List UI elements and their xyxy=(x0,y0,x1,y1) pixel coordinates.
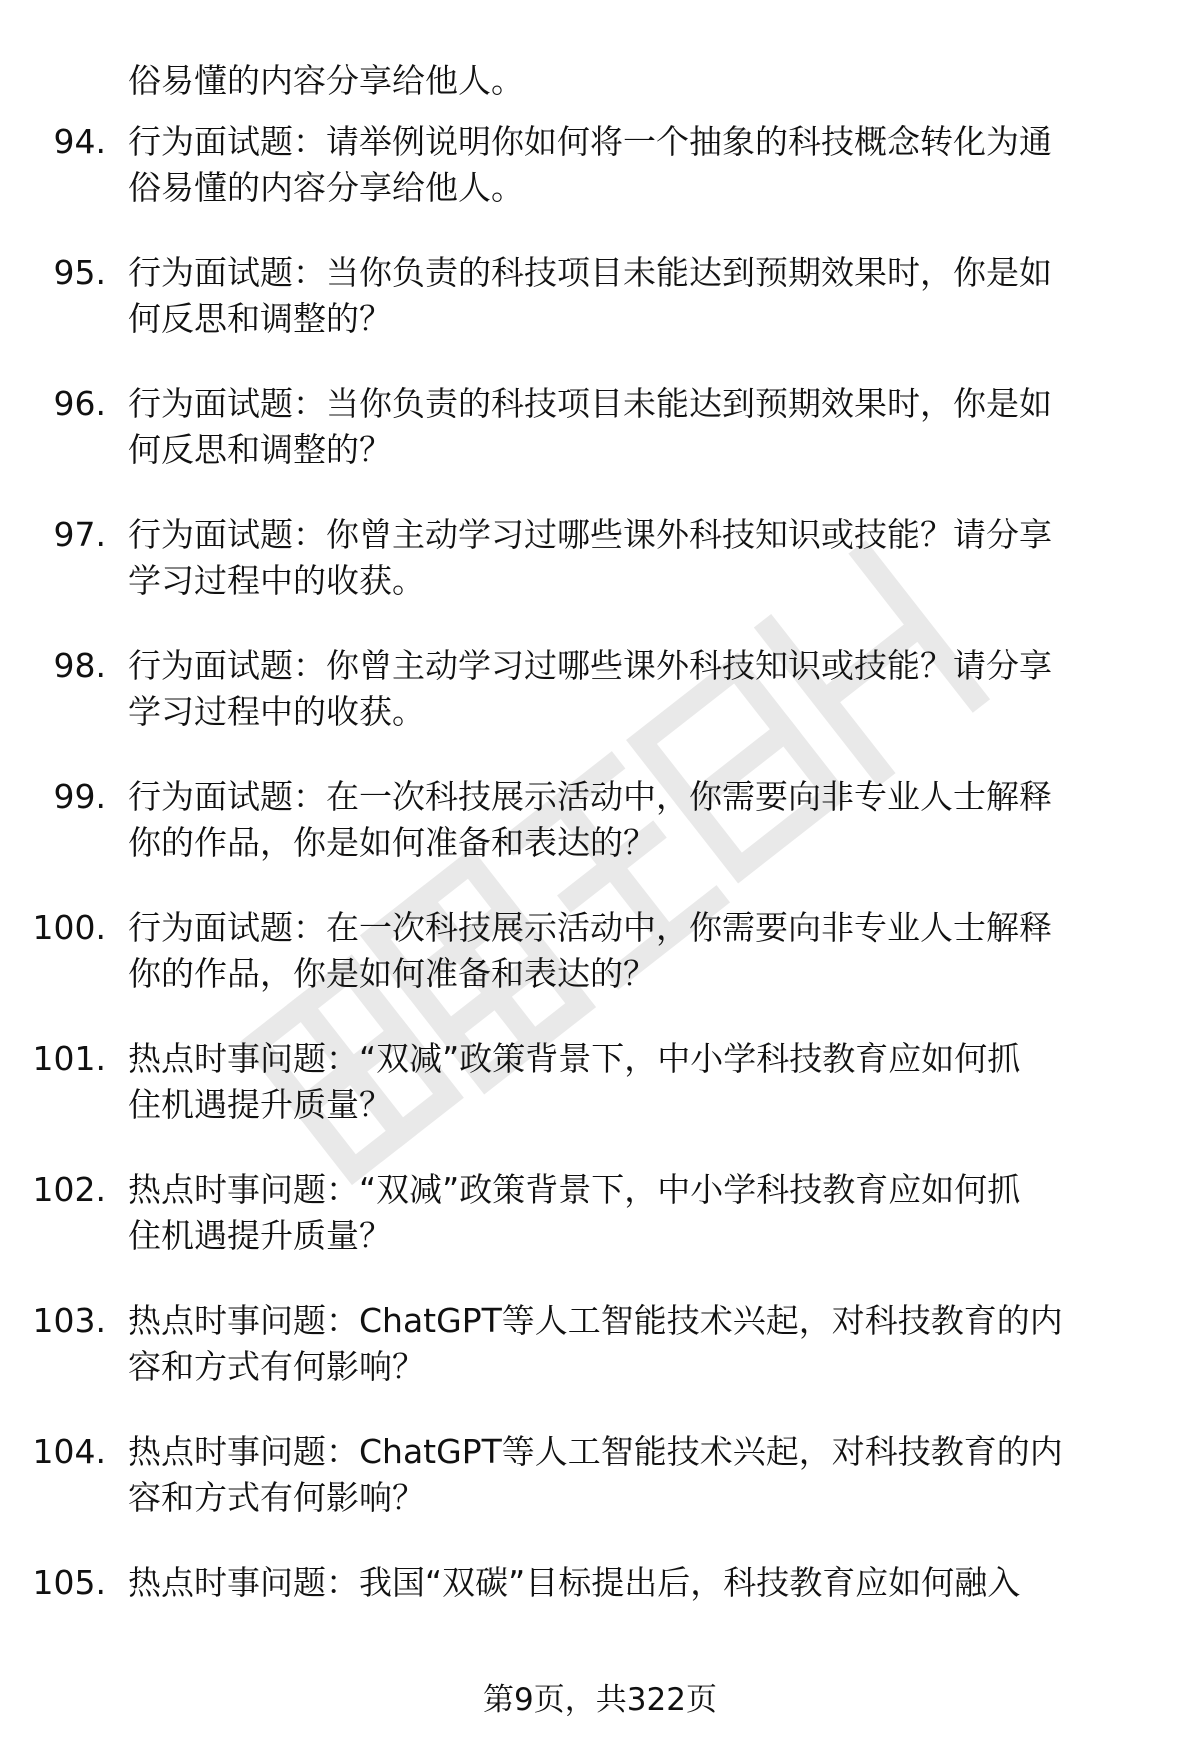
item-text: 热点时事问题：我国“双碳”目标提出后，科技教育应如何融入 xyxy=(128,1563,1021,1602)
item-number: 94. xyxy=(53,122,106,161)
item-text: 行为面试题：在一次科技展示活动中，你需要向非专业人士解释 你的作品，你是如何准备和表达的？ xyxy=(128,908,1052,993)
list-item xyxy=(0,381,1200,512)
item-number: 104. xyxy=(32,1432,106,1471)
list-item xyxy=(0,1429,1200,1560)
item-number: 105. xyxy=(32,1563,106,1602)
question-list xyxy=(0,58,1200,1620)
page-number-footer: 第9页，共322页 xyxy=(483,1682,717,1718)
item-number: 99. xyxy=(53,777,106,816)
item-number: 102. xyxy=(32,1170,106,1209)
item-number: 96. xyxy=(53,384,106,423)
item-text: 热点时事问题：ChatGPT等人工智能技术兴起，对科技教育的内 容和方式有何影响？ xyxy=(128,1432,1063,1517)
item-number: 100. xyxy=(32,908,106,947)
item-number: 98. xyxy=(53,646,106,685)
list-item xyxy=(0,1167,1200,1298)
list-item xyxy=(0,512,1200,643)
item-text: 热点时事问题：ChatGPT等人工智能技术兴起，对科技教育的内 容和方式有何影响？ xyxy=(128,1301,1063,1386)
continued-text: 俗易懂的内容分享给他人。 xyxy=(128,61,524,100)
list-item xyxy=(0,119,1200,250)
item-number: 103. xyxy=(32,1301,106,1340)
item-number: 95. xyxy=(53,253,106,292)
list-item xyxy=(0,774,1200,905)
list-item xyxy=(0,1298,1200,1429)
item-text: 行为面试题：在一次科技展示活动中，你需要向非专业人士解释 你的作品，你是如何准备和表达的？ xyxy=(128,777,1052,862)
list-item xyxy=(0,905,1200,1036)
item-number: 97. xyxy=(53,515,106,554)
list-item xyxy=(0,643,1200,774)
item-text: 热点时事问题：“双减”政策背景下，中小学科技教育应如何抓 住机遇提升质量？ xyxy=(128,1170,1021,1255)
item-text: 行为面试题：当你负责的科技项目未能达到预期效果时，你是如 何反思和调整的？ xyxy=(128,253,1052,338)
list-item xyxy=(0,250,1200,381)
item-text: 行为面试题：请举例说明你如何将一个抽象的科技概念转化为通 俗易懂的内容分享给他人。 xyxy=(128,122,1052,207)
item-text: 行为面试题：当你负责的科技项目未能达到预期效果时，你是如 何反思和调整的？ xyxy=(128,384,1052,469)
item-text: 行为面试题：你曾主动学习过哪些课外科技知识或技能？请分享 学习过程中的收获。 xyxy=(128,515,1052,600)
list-item xyxy=(0,1560,1200,1620)
item-number: 101. xyxy=(32,1039,106,1078)
list-item xyxy=(0,1036,1200,1167)
item-text: 行为面试题：你曾主动学习过哪些课外科技知识或技能？请分享 学习过程中的收获。 xyxy=(128,646,1052,731)
item-text: 热点时事问题：“双减”政策背景下，中小学科技教育应如何抓 住机遇提升质量？ xyxy=(128,1039,1021,1124)
